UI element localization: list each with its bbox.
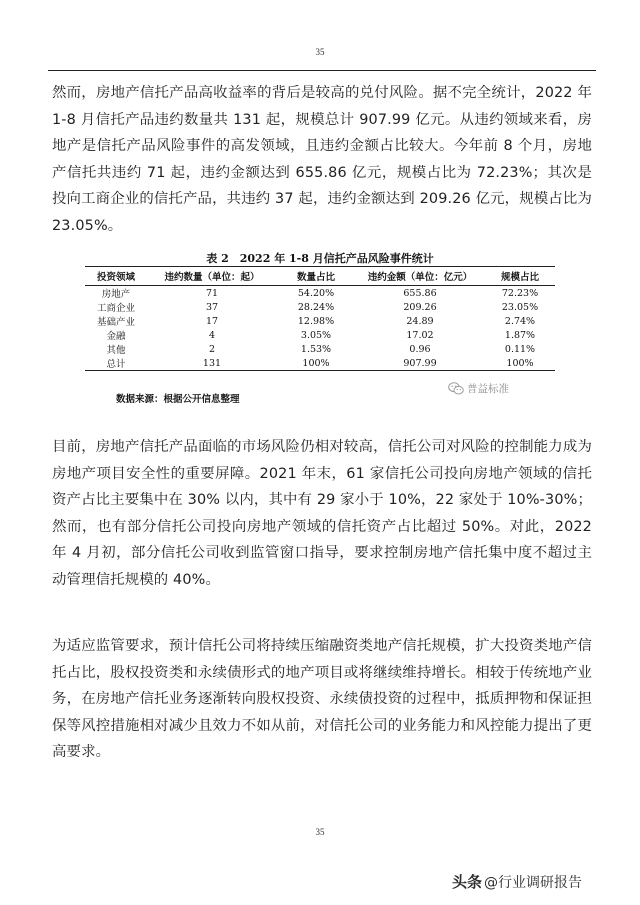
cell-count-share: 1.53% — [300, 343, 332, 355]
table-row-total — [85, 356, 555, 371]
footer-handle: @行业调研报告 — [484, 875, 583, 891]
cell-domain: 总计 — [85, 356, 147, 371]
table-row — [85, 314, 555, 328]
cell-count: 37 — [205, 301, 219, 313]
cell-count: 17 — [205, 315, 219, 327]
page-number-bottom: 35 — [315, 827, 325, 837]
page-number-top: 35 — [315, 47, 325, 57]
cell-count: 4 — [208, 329, 216, 341]
cell-amount-share: 2.74% — [504, 315, 536, 327]
cell-count-share: 28.24% — [297, 301, 335, 313]
table-source-note: 数据来源：根据公开信息整理 — [116, 394, 240, 405]
cell-amount: 0.96 — [409, 343, 431, 355]
table-header-row — [85, 267, 555, 286]
cell-count-share: 100% — [277, 356, 355, 371]
table-title: 表 2 2022 年 1-8 月信托产品风险事件统计 — [206, 252, 434, 265]
cell-domain: 工商企业 — [96, 303, 135, 314]
header-rule — [48, 70, 596, 71]
cell-amount: 907.99 — [355, 356, 485, 371]
cell-count: 2 — [208, 343, 216, 355]
cell-count-share: 54.20% — [297, 287, 335, 299]
cell-domain: 房地产 — [101, 289, 131, 300]
cell-domain: 其他 — [106, 345, 126, 356]
cell-amount-share: 100% — [485, 356, 555, 371]
risk-event-table — [85, 266, 555, 371]
cell-amount-share: 72.23% — [501, 287, 539, 299]
table-row — [85, 300, 555, 314]
cell-amount: 209.26 — [403, 301, 437, 313]
cell-count: 71 — [205, 287, 219, 299]
col-header-count-share: 数量占比 — [277, 267, 355, 286]
paragraph-regulation: 为适应监管要求，预计信托公司将持续压缩融资类地产信托规模，扩大投资类地产信托占比，股权投资类和永续债形式的地产项目或将继续维持增长。相较于传统地产业务，在房地产信托业务逐渐转向股权投资、永续债投资的过程中，抵质押物和保证担保等风控措施相对减少且效力不如从前，对信托公司的业务能力和风控能力提出了更高要求。 — [52, 638, 592, 760]
cell-domain: 金融 — [106, 331, 126, 342]
cell-amount: 655.86 — [403, 287, 437, 299]
table-row — [85, 286, 555, 301]
wechat-icon — [448, 382, 464, 395]
paragraph-market-risk: 目前，房地产信托产品面临的市场风险仍相对较高，信托公司对风险的控制能力成为房地产项目安全性的重要屏障。2021 年末，61 家信托公司投向房地产领域的信托资产占比主要集中在 30% 以内，其中有 29 家小于 10%，22 家处于 10%-30%；然而，也有部分信托公司投向房地产领域的信托资产占比超过 50%。对此，2022 年 4 月初，部分信托公司收到监管窗口指导，要求控制房地产信托集中度不超过主动管理信托规模的 40%。 — [52, 439, 592, 588]
cell-amount-share: 23.05% — [501, 301, 539, 313]
footer-watermark — [452, 871, 582, 892]
col-header-amount-share: 规模占比 — [485, 267, 555, 286]
table-row — [85, 342, 555, 356]
cell-amount: 17.02 — [406, 329, 434, 341]
watermark-text: 普益标准 — [467, 383, 509, 395]
cell-count-share: 3.05% — [300, 329, 332, 341]
cell-domain: 基础产业 — [96, 317, 135, 328]
paragraph-default-risk: 然而，房地产信托产品高收益率的背后是较高的兑付风险。据不完全统计，2022 年 1-8 月信托产品违约数量共 131 起，规模总计 907.99 亿元。从违约领域来看，房地产是信托产品风险事件的高发领域，且违约金额占比较大。今年前 8 个月，房地产信托共违约 71 起，违约金额达到 655.86 亿元，规模占比为 72.23%；其次是投向工商企业的信托产品，共违约 37 起，违约金额达到 209.26 亿元，规模占比为 23.05%。 — [52, 85, 592, 234]
col-header-count: 违约数量（单位：起） — [147, 267, 277, 286]
cell-amount-share: 1.87% — [504, 329, 536, 341]
col-header-domain: 投资领域 — [85, 267, 147, 286]
cell-amount: 24.89 — [406, 315, 434, 327]
watermark — [448, 381, 509, 396]
table-row — [85, 328, 555, 342]
cell-count: 131 — [147, 356, 277, 371]
cell-count-share: 12.98% — [297, 315, 335, 327]
cell-amount-share: 0.11% — [504, 343, 536, 355]
footer-brand: 头条 — [452, 873, 483, 891]
col-header-amount: 违约金额（单位：亿元） — [355, 267, 485, 286]
